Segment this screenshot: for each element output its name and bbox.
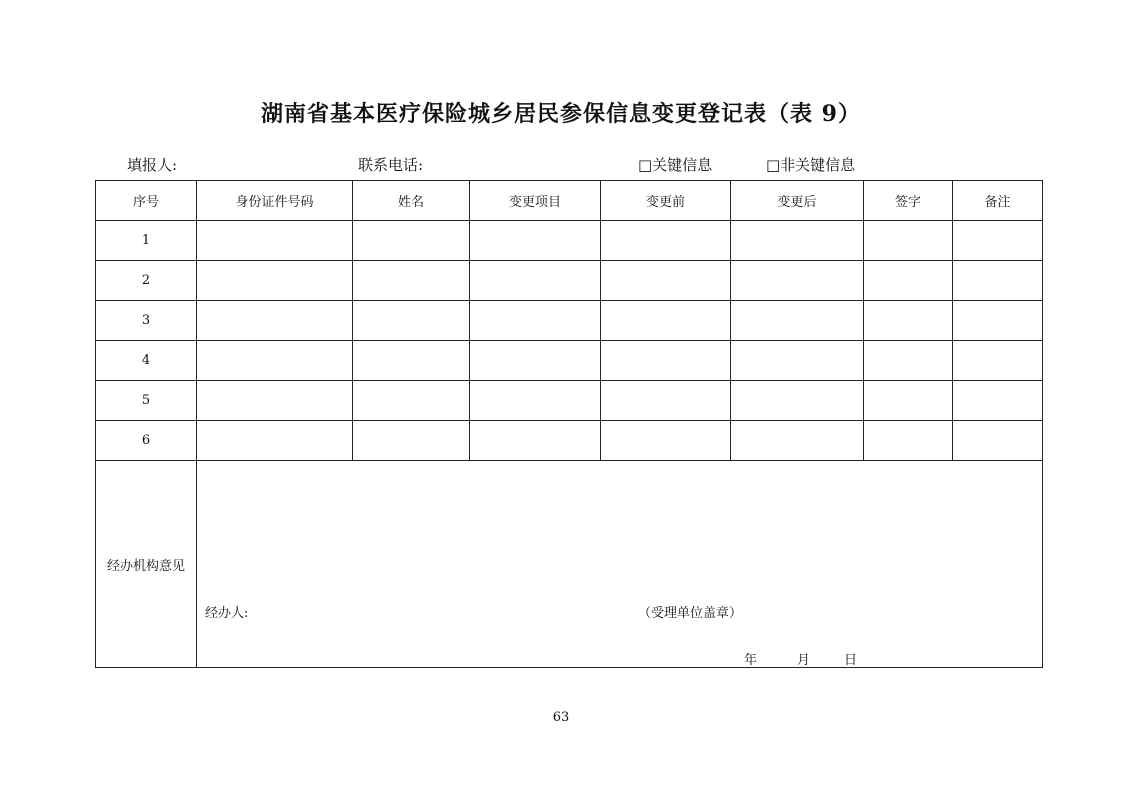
change-item-cell[interactable] [470, 221, 601, 261]
id-number-cell[interactable] [197, 221, 353, 261]
month-label: 月 [797, 653, 811, 668]
before-cell[interactable] [601, 261, 731, 301]
remarks-cell[interactable] [953, 381, 1043, 421]
table-row [96, 421, 1043, 461]
change-registration-table [95, 180, 1043, 668]
agency-opinion-row [96, 461, 1043, 668]
header-cell-remarks: 备注 [953, 181, 1043, 221]
remarks-cell[interactable] [953, 341, 1043, 381]
after-cell[interactable] [731, 341, 864, 381]
table-row [96, 221, 1043, 261]
signature-cell[interactable] [864, 381, 953, 421]
row-number: 5 [96, 381, 197, 421]
reporter-label: 填报人: [127, 156, 178, 174]
agency-opinion-label: 经办机构意见 [96, 461, 197, 668]
key-info-checkbox-label: □关键信息 [638, 156, 713, 174]
row-number: 1 [96, 221, 197, 261]
phone-label: 联系电话: [358, 156, 424, 174]
table-row [96, 301, 1043, 341]
header-cell-change-item: 变更项目 [470, 181, 601, 221]
signature-cell[interactable] [864, 261, 953, 301]
header-cell-before: 变更前 [601, 181, 731, 221]
non-key-info-checkbox-label: □非关键信息 [766, 156, 856, 174]
remarks-cell[interactable] [953, 421, 1043, 461]
seal-label: （受理单位盖章） [638, 606, 743, 621]
before-cell[interactable] [601, 381, 731, 421]
before-cell[interactable] [601, 341, 731, 381]
name-cell[interactable] [353, 341, 470, 381]
header-cell-seq: 序号 [96, 181, 197, 221]
header-cell-name: 姓名 [353, 181, 470, 221]
change-item-cell[interactable] [470, 301, 601, 341]
before-cell[interactable] [601, 421, 731, 461]
header-cell-signature: 签字 [864, 181, 953, 221]
before-cell[interactable] [601, 221, 731, 261]
header-cell-id-number: 身份证件号码 [197, 181, 353, 221]
table-row [96, 381, 1043, 421]
table-row [96, 341, 1043, 381]
row-number: 4 [96, 341, 197, 381]
id-number-cell[interactable] [197, 301, 353, 341]
header-cell-after: 变更后 [731, 181, 864, 221]
row-number: 2 [96, 261, 197, 301]
after-cell[interactable] [731, 221, 864, 261]
signature-cell[interactable] [864, 341, 953, 381]
page-number: 63 [552, 710, 570, 725]
remarks-cell[interactable] [953, 301, 1043, 341]
handler-label: 经办人: [205, 606, 249, 621]
name-cell[interactable] [353, 221, 470, 261]
after-cell[interactable] [731, 381, 864, 421]
row-number: 3 [96, 301, 197, 341]
id-number-cell[interactable] [197, 421, 353, 461]
form-title: 湖南省基本医疗保险城乡居民参保信息变更登记表（表 9） [261, 101, 861, 127]
after-cell[interactable] [731, 261, 864, 301]
name-cell[interactable] [353, 301, 470, 341]
after-cell[interactable] [731, 301, 864, 341]
after-cell[interactable] [731, 421, 864, 461]
change-item-cell[interactable] [470, 381, 601, 421]
change-item-cell[interactable] [470, 261, 601, 301]
table-row [96, 261, 1043, 301]
id-number-cell[interactable] [197, 261, 353, 301]
day-label: 日 [844, 653, 858, 668]
name-cell[interactable] [353, 261, 470, 301]
agency-opinion-cell[interactable] [197, 461, 1043, 668]
remarks-cell[interactable] [953, 221, 1043, 261]
name-cell[interactable] [353, 381, 470, 421]
signature-cell[interactable] [864, 421, 953, 461]
year-label: 年 [744, 653, 758, 668]
signature-cell[interactable] [864, 221, 953, 261]
signature-cell[interactable] [864, 301, 953, 341]
name-cell[interactable] [353, 421, 470, 461]
before-cell[interactable] [601, 301, 731, 341]
id-number-cell[interactable] [197, 381, 353, 421]
change-item-cell[interactable] [470, 421, 601, 461]
table-header-row [96, 181, 1043, 221]
id-number-cell[interactable] [197, 341, 353, 381]
remarks-cell[interactable] [953, 261, 1043, 301]
change-item-cell[interactable] [470, 341, 601, 381]
row-number: 6 [96, 421, 197, 461]
